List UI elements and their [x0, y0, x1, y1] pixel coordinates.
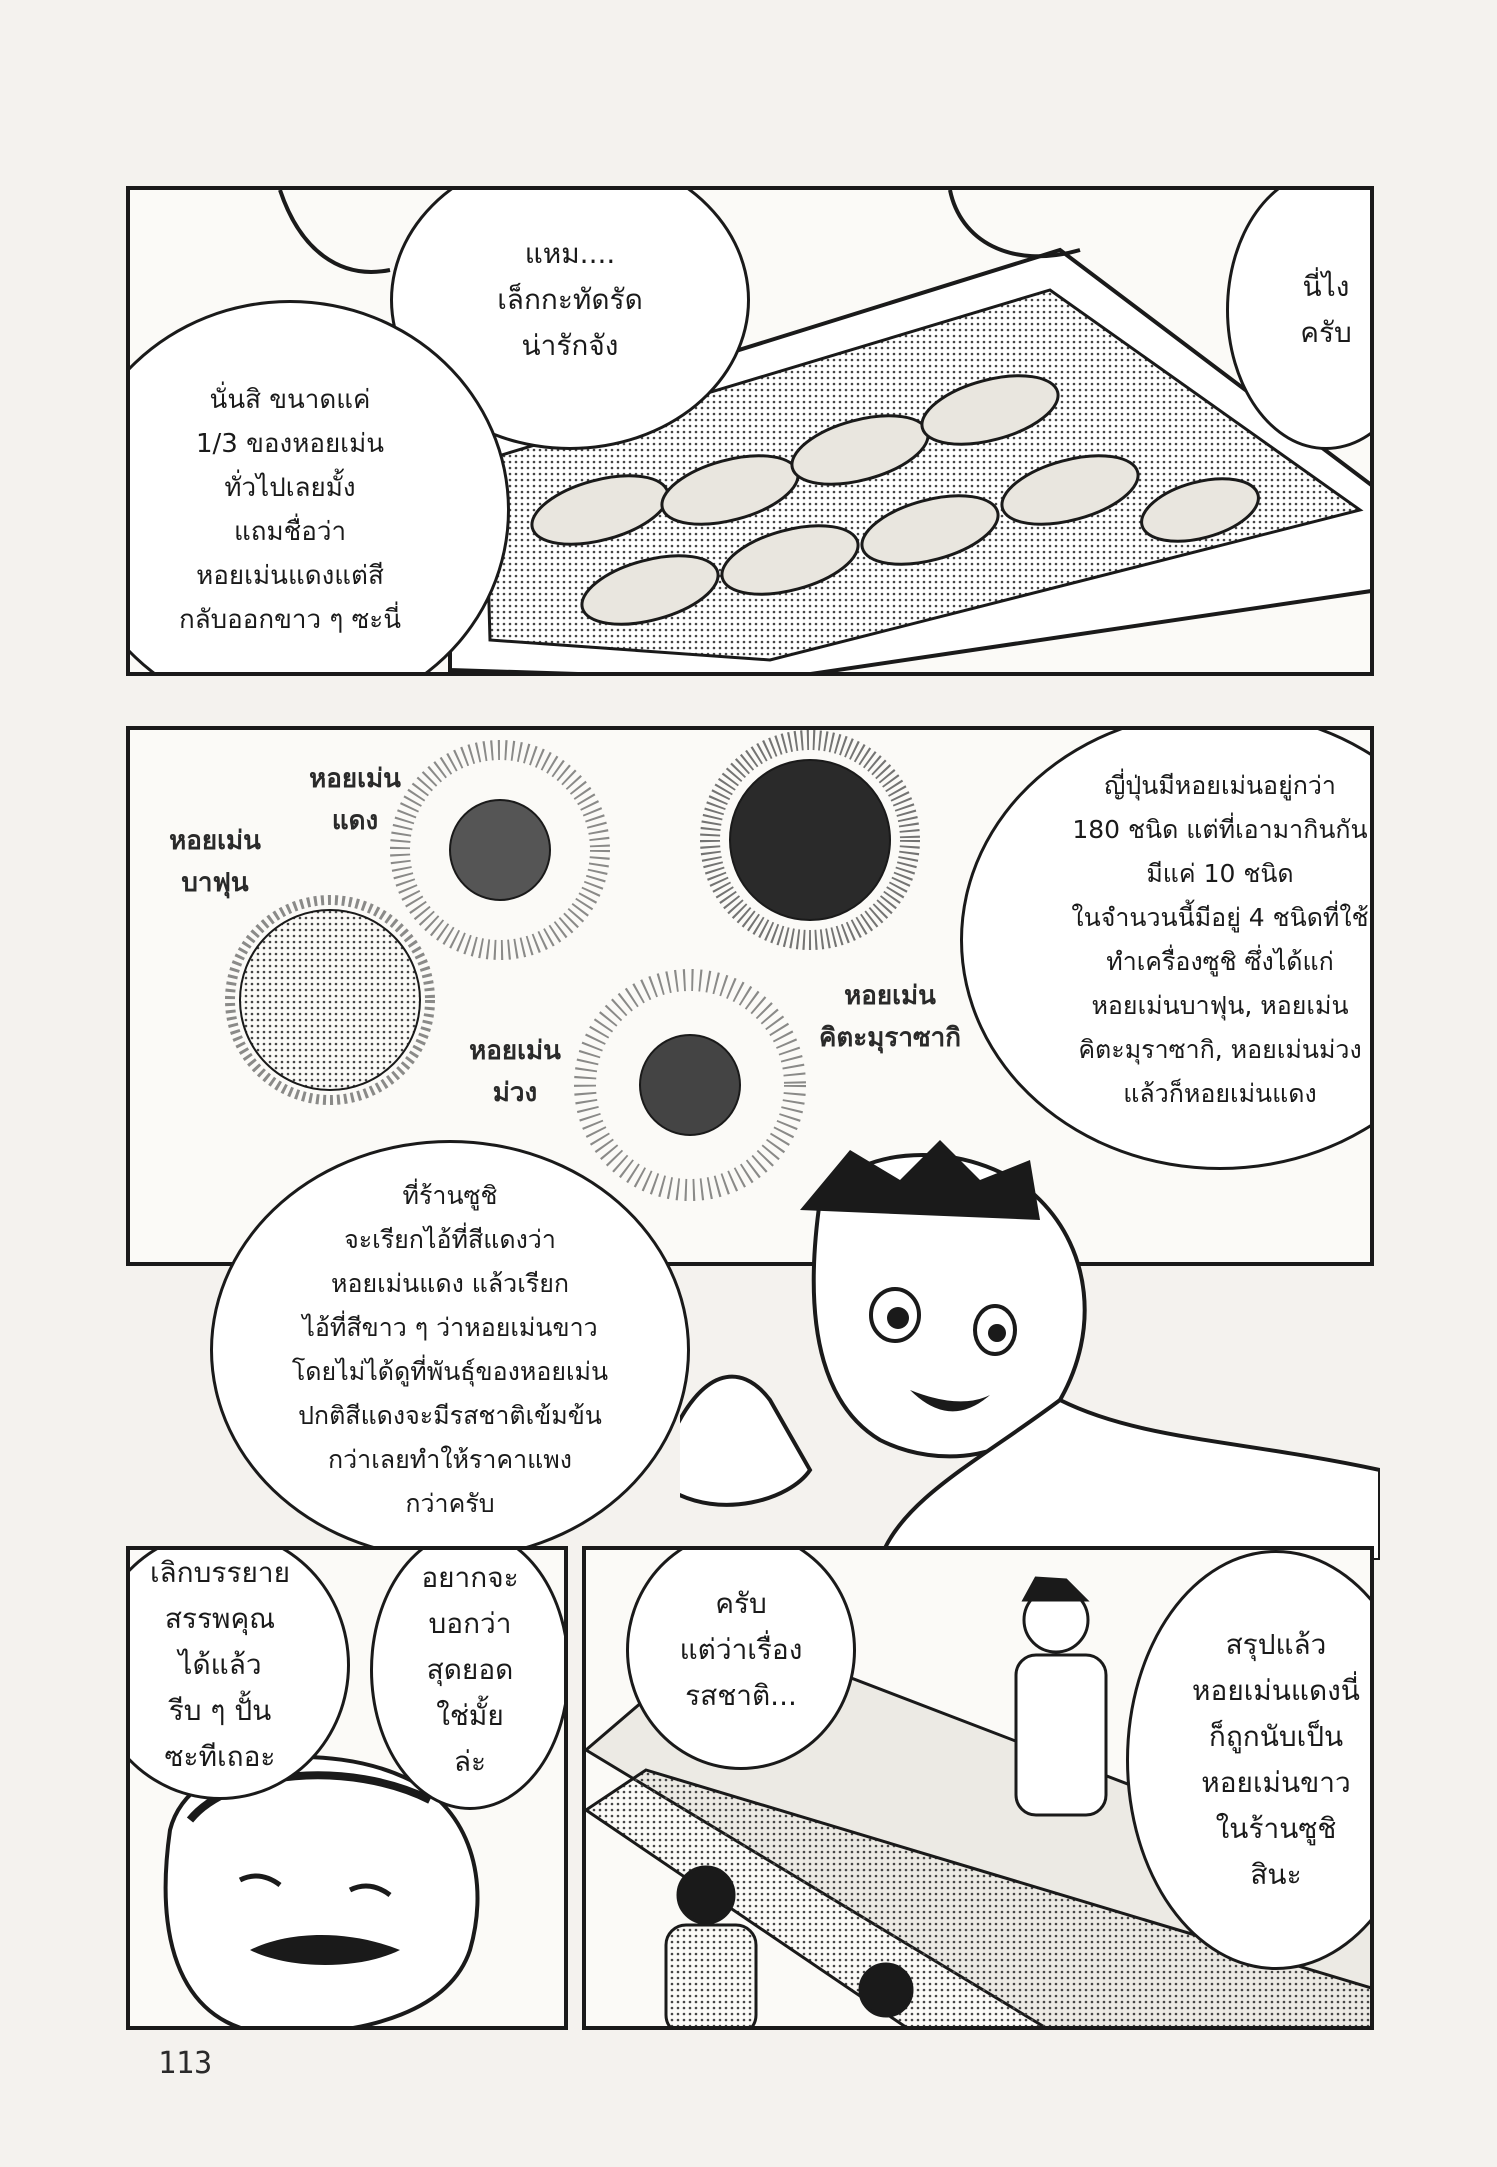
speech-text: ครับ แต่ว่าเรื่อง รสชาติ... — [679, 1587, 803, 1712]
urchin-kita-icon — [710, 740, 910, 940]
urchin-bafun-icon — [230, 900, 430, 1100]
speech-text: เลิกบรรยาย สรรพคุณ ได้แล้ว รีบ ๆ ปั้น ซะทีเถอะ — [149, 1556, 291, 1773]
urchin-red-icon — [400, 750, 600, 950]
speech-text: นั่นสิ ขนาดแค่ 1/3 ของหอยเม่น ทั่วไปเลยมั้ง แถมชื่อว่า หอยเม่นแดงแต่สี กลับออกขาว ๆ ซะนี่ — [178, 385, 401, 635]
label-purple-urchin: หอยเม่น ม่วง — [469, 1036, 561, 1108]
panel-tray — [126, 186, 1374, 676]
panel-old-man — [126, 1546, 568, 2030]
label-kitamurasaki-urchin: หอยเม่น คิตะมุราซากิ — [819, 981, 961, 1053]
speech-text: ที่ร้านซูชิ จะเรียกไอ้ที่สีแดงว่า หอยเม่นแดง แล้วเรียก ไอ้ที่สีขาว ๆ ว่าหอยเม่นขาว โดยไม่ได้ดูที่พันธุ์ของหอยเม่น ปกติสีแดงจะมีรสชาติเข้มข้น กว่าเลยทำให้ราคาแพง กว่าครับ — [291, 1181, 609, 1518]
label-bafun-urchin: หอยเม่น บาฟุน — [169, 826, 261, 898]
speech-text: อยากจะ บอกว่า สุดยอด ใช่มั้ย ล่ะ — [421, 1561, 519, 1778]
label-red-urchin: หอยเม่น แดง — [309, 764, 401, 836]
speech-text: แหม.... เล็กกะทัดรัด น่ารักจัง — [497, 237, 643, 362]
chef-figure — [1016, 1578, 1106, 1815]
speech-bubble-awesome — [370, 1546, 568, 1810]
page-number: 113 — [158, 2046, 213, 2081]
panel-sushi-counter — [582, 1546, 1374, 2030]
speech-text: นี่ไง ครับ — [1300, 270, 1352, 349]
speech-text: ญี่ปุ่นมีหอยเม่นอยู่กว่า 180 ชนิด แต่ที่เอามากินกัน มีแค่ 10 ชนิด ในจำนวนนี้มีอยู่ 4 ชนิดที่ใช้ ทำเครื่องซูชิ ซึ่งได้แก่ หอยเม่นบาฟุน, หอยเม่น คิตะมุราซากิ, หอยเม่นม่วง แล้วก็หอยเม่นแดง — [1071, 771, 1369, 1108]
chef-closeup-illustration — [680, 1140, 1380, 1560]
speech-text: สรุปแล้ว หอยเม่นแดงนี่ ก็ถูกนับเป็น หอยเม่นขาว ในร้านซูชิ สินะ — [1192, 1628, 1360, 1891]
speech-bubble-naming-explanation — [210, 1140, 690, 1560]
